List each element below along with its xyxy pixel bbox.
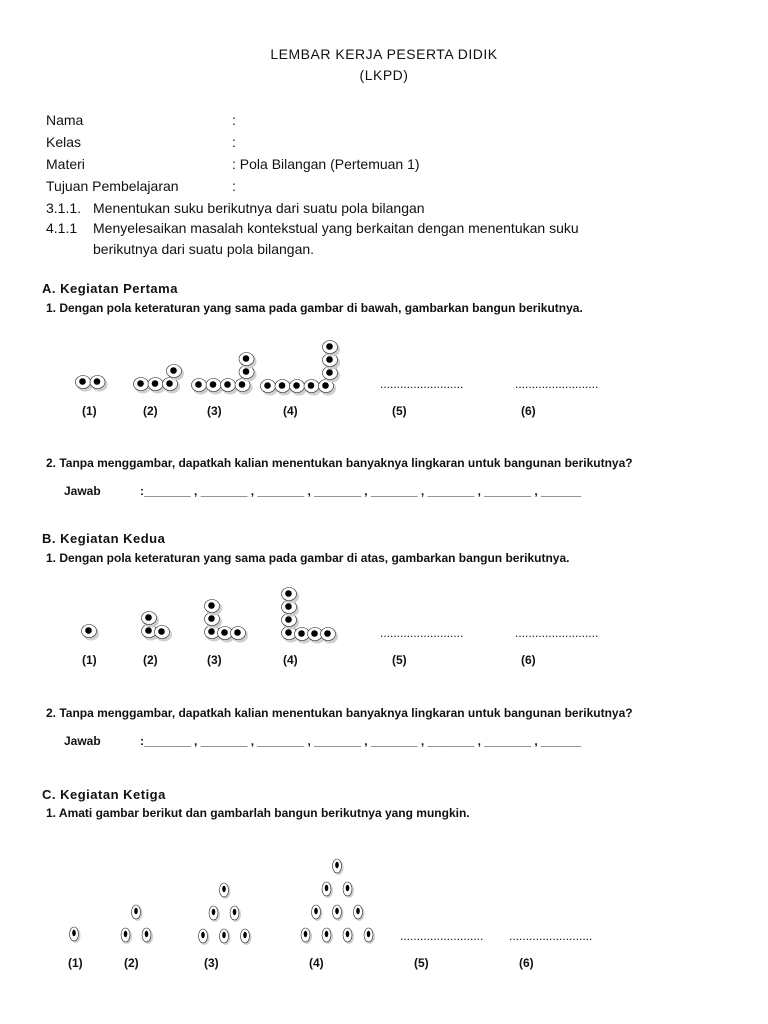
answer-blank-b5[interactable]: ......................... xyxy=(380,626,464,640)
page-subtitle: (LKPD) xyxy=(359,67,409,83)
pattern-dot xyxy=(321,628,339,644)
question-a2: 2. Tanpa menggambar, dapatkah kalian menentukan banyaknya lingkaran untuk bangunan berikutnya? xyxy=(46,456,633,470)
figure-label: (2) xyxy=(124,956,139,970)
pattern-dot xyxy=(220,929,231,945)
jawab-blanks-a[interactable]: :_______ , _______ , _______ , _______ , _______ , _______ , _______ , ______ xyxy=(140,484,582,498)
info-value-nama: : xyxy=(232,112,236,128)
goal-number: 4.1.1 xyxy=(46,220,78,236)
pattern-dot xyxy=(241,929,252,945)
answer-blank-c6[interactable]: ......................... xyxy=(509,929,593,943)
pattern-dot xyxy=(142,612,160,628)
pattern-dot xyxy=(209,906,220,922)
pattern-dot xyxy=(301,928,312,944)
pattern-dot xyxy=(199,929,210,945)
section-heading-b: B. Kegiatan Kedua xyxy=(42,531,166,546)
pattern-dot xyxy=(282,588,300,604)
goal-text: Menyelesaikan masalah kontekstual yang berkaitan dengan menentukan suku xyxy=(93,220,579,236)
pattern-dot xyxy=(121,928,132,944)
pattern-dot xyxy=(142,928,153,944)
figure-label: (3) xyxy=(204,956,219,970)
figure-label: (6) xyxy=(521,653,536,667)
question-a1: 1. Dengan pola keteraturan yang sama pada gambar di bawah, gambarkan bangun berikutnya. xyxy=(46,301,583,315)
pattern-dot xyxy=(343,928,354,944)
figure-label: (4) xyxy=(309,956,324,970)
info-label-tujuan: Tujuan Pembelajaran xyxy=(46,178,179,194)
question-b1: 1. Dengan pola keteraturan yang sama pada gambar di atas, gambarkan bangun berikutnya. xyxy=(46,551,570,565)
figure-label: (1) xyxy=(68,956,83,970)
figure-label: (4) xyxy=(283,404,298,418)
jawab-label-a: Jawab xyxy=(64,484,101,498)
info-value-tujuan: : xyxy=(232,178,236,194)
figure-label: (2) xyxy=(143,653,158,667)
info-label-materi: Materi xyxy=(46,156,85,172)
goal-text: Menentukan suku berikutnya dari suatu pola bilangan xyxy=(93,200,425,216)
pattern-dot xyxy=(333,905,344,921)
pattern-dot xyxy=(323,341,341,357)
pattern-dot xyxy=(333,859,344,875)
pattern-dot xyxy=(343,882,354,898)
figure-label: (5) xyxy=(414,956,429,970)
question-c1: 1. Amati gambar berikut dan gambarlah bangun berikutnya yang mungkin. xyxy=(46,806,470,820)
figure-label: (1) xyxy=(82,653,97,667)
section-heading-a: A. Kegiatan Pertama xyxy=(42,281,178,296)
pattern-dot xyxy=(90,376,108,392)
pattern-dot xyxy=(205,600,223,616)
figure-label: (4) xyxy=(283,653,298,667)
pattern-dot xyxy=(230,906,241,922)
pattern-dot xyxy=(155,626,173,642)
page-title: LEMBAR KERJA PESERTA DIDIK xyxy=(270,46,498,62)
info-value-materi: : Pola Bilangan (Pertemuan 1) xyxy=(232,156,420,172)
pattern-dot xyxy=(322,882,333,898)
pattern-dot xyxy=(354,905,365,921)
pattern-dot xyxy=(220,883,231,899)
info-value-kelas: : xyxy=(232,134,236,150)
figure-label: (3) xyxy=(207,404,222,418)
pattern-dot xyxy=(231,627,249,643)
pattern-dot xyxy=(82,625,100,641)
figure-label: (6) xyxy=(519,956,534,970)
pattern-dot xyxy=(312,905,323,921)
answer-blank-b6[interactable]: ......................... xyxy=(515,626,599,640)
section-heading-c: C. Kegiatan Ketiga xyxy=(42,787,166,802)
pattern-dot xyxy=(132,905,143,921)
info-label-nama: Nama xyxy=(46,112,84,128)
figure-label: (1) xyxy=(82,404,97,418)
figure-label: (6) xyxy=(521,404,536,418)
figure-label: (5) xyxy=(392,653,407,667)
answer-blank-c5[interactable]: ......................... xyxy=(400,929,484,943)
pattern-dot xyxy=(364,928,375,944)
question-b2: 2. Tanpa menggambar, dapatkah kalian menentukan banyaknya lingkaran untuk bangunan berikutnya? xyxy=(46,706,633,720)
pattern-dot xyxy=(239,353,257,369)
answer-blank-a5[interactable]: ......................... xyxy=(380,377,464,391)
pattern-dot xyxy=(70,927,81,943)
goal-text-continued: berikutnya dari suatu pola bilangan. xyxy=(93,241,315,257)
figure-label: (5) xyxy=(392,404,407,418)
info-label-kelas: Kelas xyxy=(46,134,82,150)
figure-label: (2) xyxy=(143,404,158,418)
pattern-dot xyxy=(322,928,333,944)
goal-number: 3.1.1. xyxy=(46,200,82,216)
jawab-label-b: Jawab xyxy=(64,734,101,748)
figure-label: (3) xyxy=(207,653,222,667)
answer-blank-a6[interactable]: ......................... xyxy=(515,377,599,391)
jawab-blanks-b[interactable]: :_______ , _______ , _______ , _______ , _______ , _______ , _______ , ______ xyxy=(140,734,582,748)
